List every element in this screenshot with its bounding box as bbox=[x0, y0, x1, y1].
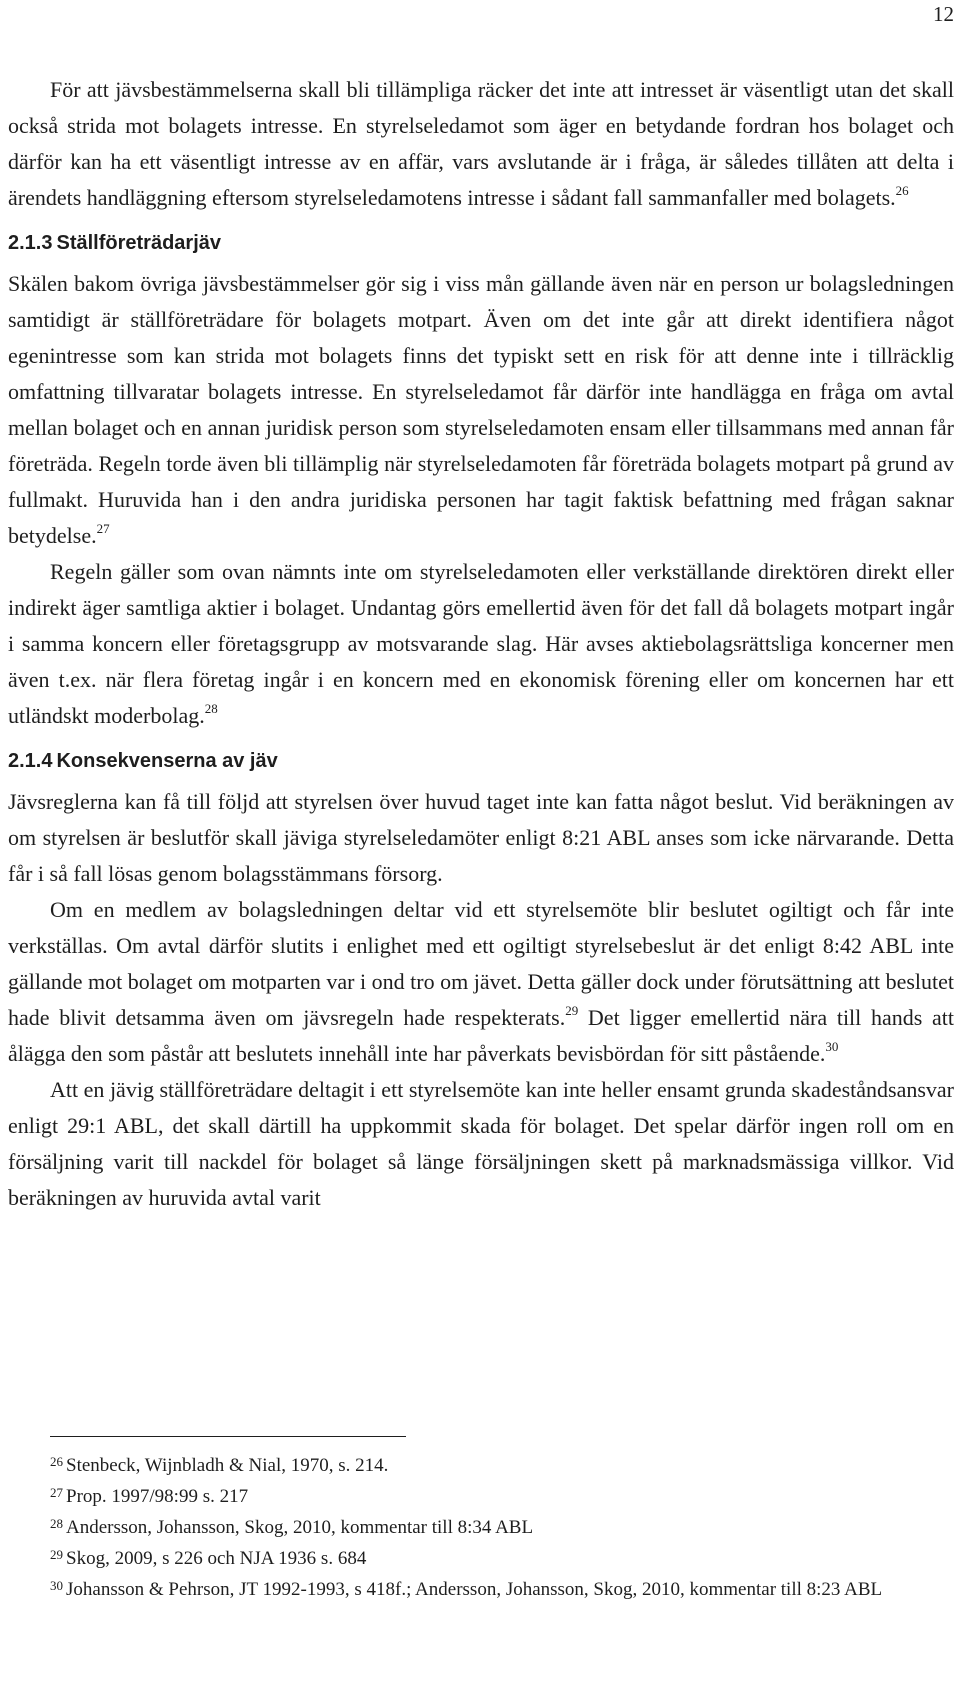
footnote bbox=[8, 1541, 954, 1572]
footnote-ref[interactable]: 26 bbox=[895, 183, 909, 198]
footnote-ref[interactable]: 30 bbox=[825, 1039, 839, 1054]
paragraph-text: Det ligger emellertid nära till hands att ålägga den som påstår att beslutets innehåll inte har påverkats bevisbördan för sitt påstående. bbox=[8, 1005, 954, 1066]
footnote-text: Stenbeck, Wijnbladh & Nial, 1970, s. 214. bbox=[66, 1455, 389, 1476]
footnote-number: 29 bbox=[50, 1547, 63, 1562]
footnote-text: Prop. 1997/98:99 s. 217 bbox=[66, 1486, 249, 1507]
paragraph-text: Skälen bakom övriga jävsbestämmelser gör sig i viss mån gällande även när en person ur bolagsledningen samtidigt är ställföreträdare för bolagets motpart. Även om det inte går att direkt identifiera något egenintresse som kan strida mot bolagets finns det typiskt sett en risk för att denne inte i tillräcklig omfattning tillvaratar bolagets intresse. En styrelseledamot får därför inte handlägga en fråga om avtal mellan bolaget och en annan juridisk person som styrelseledamoten ensam eller tillsammans med annan får företräda. Regeln torde även bli tillämplig när styrelseledamoten får företräda bolagets motpart på grund av fullmakt. Huruvida han i den andra juridiska personen har tagit faktisk befattning med frågan saknar betydelse. bbox=[8, 271, 954, 548]
section-number: 2.1.3 bbox=[8, 232, 53, 254]
paragraph-text: Om en medlem av bolagsledningen deltar vid ett styrelsemöte blir beslutet ogiltigt och får inte verkställas. Om avtal därför slutits i enlighet med ett ogiltigt styrelsebeslut är det enligt 8:42 ABL inte gällande mot bolaget om motparten var i ond tro om jävet. Detta gäller dock under förutsättning att beslutet hade blivit detsamma även om jävsregeln hade respekterats. bbox=[8, 897, 954, 1030]
footnote bbox=[8, 1448, 954, 1479]
footnote-number: 27 bbox=[50, 1485, 63, 1500]
paragraph-text: För att jävsbestämmelserna skall bli tillämpliga räcker det inte att intresset är väsentligt utan det skall också strida mot bolagets intresse. En styrelseledamot som äger en betydande fordran hos bolaget och därför kan ha ett väsentligt intresse av en affär, vars avslutande är i fråga, är således tillåten att delta i ärendets handläggning eftersom styrelseledamotens intresse i sådant fall sammanfaller med bolagets. bbox=[8, 77, 954, 210]
document-body bbox=[8, 72, 954, 1216]
footnote-ref[interactable]: 27 bbox=[96, 521, 110, 536]
paragraph bbox=[8, 266, 954, 554]
section-title: Konsekvenserna av jäv bbox=[56, 750, 278, 772]
footnote bbox=[8, 1510, 954, 1541]
section-heading bbox=[8, 748, 954, 774]
paragraph-text: Regeln gäller som ovan nämnts inte om styrelseledamoten eller verkställande direktören direkt eller indirekt äger samtliga aktier i bolaget. Undantag görs emellertid även för det fall då bolagets motpart ingår i samma koncern eller företagsgrupp av motsvarande slag. Här avses aktiebolagsrättsliga koncerner men även t.ex. när flera företag ingår i en koncern med en ekonomisk förening eller om koncernen har ett utländskt moderbolag. bbox=[8, 559, 954, 728]
paragraph bbox=[8, 784, 954, 892]
paragraph-text: Jävsreglerna kan få till följd att styrelsen över huvud taget inte kan fatta något beslut. Vid beräkningen av om styrelsen är beslutför skall jäviga styrelseledamöter enligt 8:21 ABL anses som icke närvarande. Detta får i så fall lösas genom bolagsstämmans försorg. bbox=[8, 789, 954, 886]
footnote-ref[interactable]: 29 bbox=[565, 1003, 579, 1018]
paragraph bbox=[8, 72, 954, 216]
footnote-text: Skog, 2009, s 226 och NJA 1936 s. 684 bbox=[66, 1548, 367, 1569]
footnote-number: 30 bbox=[50, 1578, 63, 1593]
paragraph bbox=[8, 1072, 954, 1216]
footnote-number: 26 bbox=[50, 1454, 63, 1469]
footnote bbox=[8, 1572, 954, 1603]
footnote-text: Johansson & Pehrson, JT 1992-1993, s 418f.; Andersson, Johansson, Skog, 2010, kommentar till 8:23 ABL bbox=[66, 1579, 883, 1600]
section-heading bbox=[8, 230, 954, 256]
page-number: 12 bbox=[933, 2, 954, 26]
footnote bbox=[8, 1479, 954, 1510]
footnote-separator bbox=[50, 1436, 406, 1437]
paragraph bbox=[8, 892, 954, 1072]
section-title: Ställföreträdarjäv bbox=[56, 232, 221, 254]
paragraph bbox=[8, 554, 954, 734]
footnotes bbox=[8, 1448, 954, 1603]
footnote-number: 28 bbox=[50, 1516, 63, 1531]
footnote-ref[interactable]: 28 bbox=[204, 701, 218, 716]
paragraph-text: Att en jävig ställföreträdare deltagit i ett styrelsemöte kan inte heller ensamt grunda skadeståndsansvar enligt 29:1 ABL, det skall därtill ha uppkommit skada för bolaget. Det spelar därför ingen roll om en försäljning varit till nackdel för bolaget så länge försäljningen skett på marknadsmässiga villkor. Vid beräkningen av huruvida avtal varit bbox=[8, 1077, 954, 1210]
section-number: 2.1.4 bbox=[8, 750, 53, 772]
footnote-text: Andersson, Johansson, Skog, 2010, kommentar till 8:34 ABL bbox=[66, 1517, 534, 1538]
